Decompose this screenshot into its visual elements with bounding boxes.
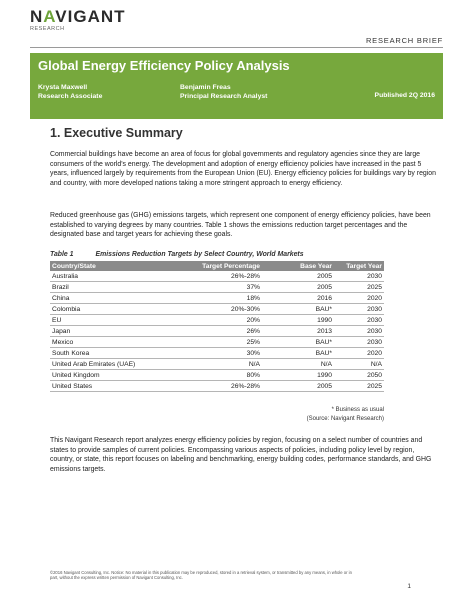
doc-type-label: RESEARCH BRIEF	[365, 36, 443, 45]
paragraph-1: Commercial buildings have become an area of focus for global governments and regulatory agencies since they are large consumers of the world's energy. The development and adoption of energy efficiency policies have increased in the past 5 years, influenced largely by requirements from the European Union (EU). Energy efficiency policies for buildings vary by region and country, with more developed nations taking a more stringent approach to energy efficiency.	[50, 151, 436, 187]
table-row	[50, 381, 384, 392]
table-cell: South Korea	[50, 348, 176, 359]
table-row	[50, 282, 384, 293]
table-cell: 2030	[334, 315, 384, 326]
paragraph-3: This Navigant Research report analyzes energy efficiency policies by region, focusing on a select number of countries and states to provide samples of current policies. Encompassing various aspects of policies, including policy level by region, country, or state, this report focuses on labeling and benchmarking, energy building codes, performance standards, and GHG emissions targets.	[50, 437, 432, 473]
emissions-table	[50, 261, 384, 392]
table-row	[50, 271, 384, 282]
section-heading: 1. Executive Summary	[50, 126, 183, 140]
table-cell: 2030	[334, 326, 384, 337]
table-row	[50, 359, 384, 370]
table-cell: N/A	[334, 359, 384, 370]
table-cell: 2020	[334, 348, 384, 359]
table-body	[50, 271, 384, 392]
table-title: Emissions Reduction Targets by Select Country, World Markets	[95, 251, 304, 258]
table-cell: United Kingdom	[50, 370, 176, 381]
table-cell: N/A	[262, 359, 334, 370]
table-cell: 2030	[334, 271, 384, 282]
table-cell: 2005	[262, 271, 334, 282]
author-2	[180, 83, 267, 101]
table-cell: 2005	[262, 282, 334, 293]
table-row	[50, 348, 384, 359]
table-row	[50, 326, 384, 337]
table-cell: Japan	[50, 326, 176, 337]
page-number: 1	[407, 583, 411, 590]
report-title: Global Energy Efficiency Policy Analysis	[38, 58, 290, 73]
table-cell: China	[50, 293, 176, 304]
table-cell: 20%	[176, 315, 262, 326]
table-footnote: * Business as usual	[331, 407, 384, 413]
table-cell: Colombia	[50, 304, 176, 315]
table-cell: 2030	[334, 337, 384, 348]
table-row	[50, 315, 384, 326]
table-cell: 2025	[334, 282, 384, 293]
paragraph-2: Reduced greenhouse gas (GHG) emissions targets, which represent one component of energy efficiency policies, have been established to varying degrees by many countries. Table 1 shows the emissions reduction target percentages and the designated base and target years for achieving these goals.	[50, 212, 431, 239]
table-cell: BAU*	[262, 304, 334, 315]
author-1	[38, 83, 102, 101]
navigant-logo	[30, 8, 126, 33]
table-cell: BAU*	[262, 337, 334, 348]
table-cell: 26%-28%	[176, 381, 262, 392]
table-cell: United Arab Emirates (UAE)	[50, 359, 176, 370]
table-label: Table 1	[50, 251, 74, 258]
table-cell: 18%	[176, 293, 262, 304]
title-banner	[30, 53, 443, 119]
author-role: Research Associate	[38, 93, 103, 100]
table-cell: 2020	[334, 293, 384, 304]
table-header-row	[50, 261, 384, 271]
logo-wordmark: NAVIGANT	[30, 7, 126, 26]
table-cell: 20%-30%	[176, 304, 262, 315]
table-cell: Brazil	[50, 282, 176, 293]
column-header: Country/State	[50, 261, 176, 271]
table-cell: 2005	[262, 381, 334, 392]
table-cell: 37%	[176, 282, 262, 293]
header-divider	[30, 47, 443, 48]
table-cell: United States	[50, 381, 176, 392]
table-cell: 1990	[262, 315, 334, 326]
table-cell: 80%	[176, 370, 262, 381]
table-cell: 2016	[262, 293, 334, 304]
table-row	[50, 337, 384, 348]
table-cell: EU	[50, 315, 176, 326]
author-name: Krysta Maxwell	[38, 84, 88, 91]
table-cell: N/A	[176, 359, 262, 370]
column-header: Target Percentage	[176, 261, 262, 271]
column-header: Target Year	[334, 261, 384, 271]
table-cell: 2013	[262, 326, 334, 337]
table-cell: 26%	[176, 326, 262, 337]
table-cell: 25%	[176, 337, 262, 348]
table-row	[50, 293, 384, 304]
table-caption	[50, 251, 304, 258]
table-cell: 2030	[334, 304, 384, 315]
publication-date: Published 2Q 2016	[374, 92, 435, 99]
copyright-footer: ©2016 Navigant Consulting, Inc. Notice: No material in this publication may be reproduced, stored in a retrieval system, or transmitted by any means, in whole or in part, without the express written permission of Navigant Consulting, Inc.	[50, 570, 352, 581]
table-cell: 2050	[334, 370, 384, 381]
author-role: Principal Research Analyst	[180, 93, 268, 100]
table-row	[50, 370, 384, 381]
table-cell: 30%	[176, 348, 262, 359]
table-row	[50, 304, 384, 315]
logo-subtitle: RESEARCH	[30, 26, 65, 32]
table-cell: 2025	[334, 381, 384, 392]
table-cell: 26%-28%	[176, 271, 262, 282]
table-cell: Australia	[50, 271, 176, 282]
table-cell: BAU*	[262, 348, 334, 359]
table-cell: Mexico	[50, 337, 176, 348]
table-cell: 1990	[262, 370, 334, 381]
author-name: Benjamin Freas	[180, 84, 231, 91]
table-source: (Source: Navigant Research)	[306, 416, 384, 422]
column-header: Base Year	[262, 261, 334, 271]
